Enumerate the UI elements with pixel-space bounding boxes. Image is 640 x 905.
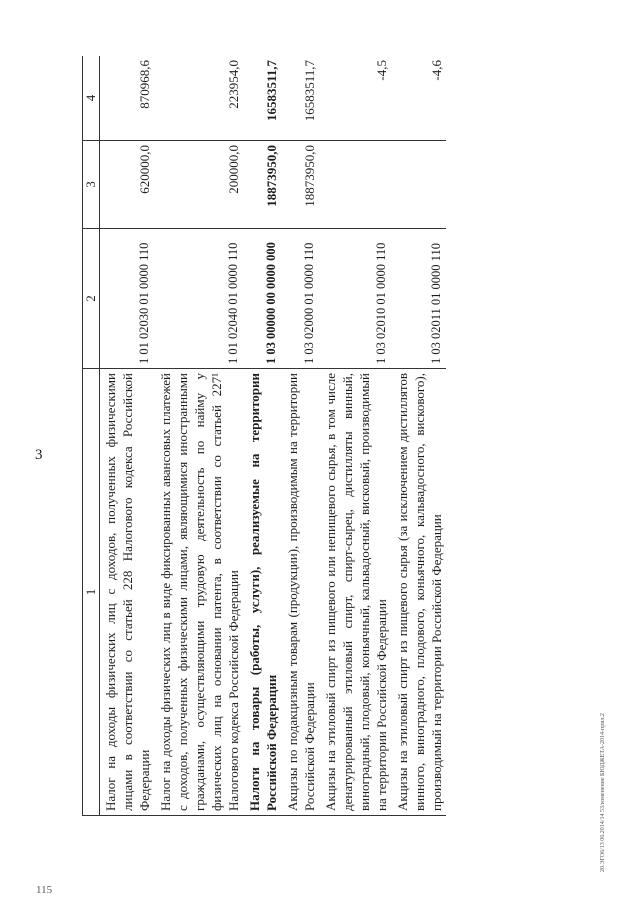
row-name: Акцизы по подакцизным товарам (продукции), производимым на территории Российской Федерации (281, 369, 319, 816)
page-number: 3 (35, 447, 43, 463)
row-name: Налог на доходы физических лиц с доходов, полученных физическими лицами в соответствии со статьей 228 Налогового кодекса Российской Федерации (100, 369, 155, 816)
row-code: 1 03 02000 01 0000 110 (281, 229, 319, 369)
row-plan: 200000,0 (154, 141, 243, 229)
header-row (83, 56, 100, 816)
row-plan: 18873950,0 (243, 141, 281, 229)
row-name: Акцизы на этиловый спирт из пищевого сырья (за исключением дистиллятов винного, виноградного, плодового, коньячного, кальвадосного, вискового), производимый на территории Российской Федерации (391, 369, 446, 816)
row-plan (319, 141, 391, 229)
row-code: 1 01 02040 01 0000 110 (154, 229, 243, 369)
table-row (319, 56, 391, 816)
header-col-3: 3 (83, 141, 100, 229)
table-row (100, 56, 155, 816)
table-row (243, 56, 281, 816)
table-row (154, 56, 243, 816)
row-fact: 16583511,7 (281, 56, 319, 141)
budget-table (82, 56, 446, 816)
row-name: Налог на доходы физических лиц в виде фиксированных авансовых платежей с доходов, полученных физическими лицами, являющимися иностранными гражданами, осуществляющими трудовую деятельность по найму у физических лиц на основании патента, в соответствии со статьей 227¹ Налогового кодекса Российской Федерации (154, 369, 243, 816)
table-row (391, 56, 446, 816)
row-plan: 18873950,0 (281, 141, 319, 229)
row-code: 1 03 00000 00 0000 000 (243, 229, 281, 369)
budget-table-frame (82, 56, 580, 816)
row-fact: 223954,0 (154, 56, 243, 141)
row-plan: 620000,0 (100, 141, 155, 229)
row-code: 1 03 02011 01 0000 110 (391, 229, 446, 369)
header-col-4: 4 (83, 56, 100, 141)
row-fact: 870968,6 (100, 56, 155, 141)
table-row (281, 56, 319, 816)
row-code: 1 01 02030 01 0000 110 (100, 229, 155, 369)
row-fact: 16583511,7 (243, 56, 281, 141)
rotated-content (82, 56, 580, 816)
row-fact: -4,6 (391, 56, 446, 141)
row-code: 1 03 02010 01 0000 110 (319, 229, 391, 369)
header-col-2: 2 (83, 229, 100, 369)
row-fact: -4,5 (319, 56, 391, 141)
corner-page-number: 115 (36, 884, 53, 896)
header-col-1: 1 (83, 369, 100, 816)
print-footer-text: 20.ЭГО6/13 06.2014/14 53/изменение БЮДЖЕТА-2014-прил.2 (600, 713, 606, 872)
row-name: Акцизы на этиловый спирт из пищевого или непищевого сырья, в том числе денатурированный этиловый спирт, спирт-сырец, дистилляты винный, виноградный, плодовый, коньячный, кальвадосный, висковый, производимый на территории Российской Федерации (319, 369, 391, 816)
row-name: Налоги на товары (работы, услуги), реализуемые на территории Российской Федерации (243, 369, 281, 816)
row-plan (391, 141, 446, 229)
